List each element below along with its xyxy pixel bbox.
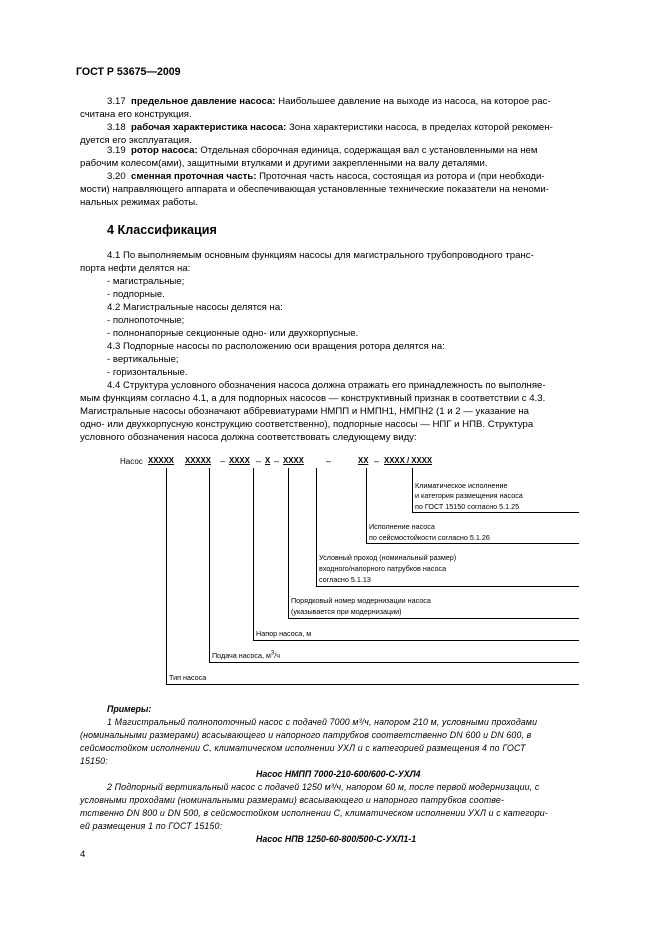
- connector-line: [166, 684, 579, 685]
- paragraph-4-4-cont: Магистральные насосы обозначают аббревиатурами НМПП и НМПН1, НМПН2 (1 и 2 — указание на: [80, 406, 529, 417]
- label-head: Напор насоса, м: [256, 629, 312, 638]
- connector-line: [288, 468, 289, 618]
- definition-line: 3.19 ротор насоса: Отдельная сборочная единица, содержащая вал с установленными на нем: [107, 145, 538, 156]
- connector-line: [209, 662, 579, 663]
- list-item: - горизонтальные.: [107, 367, 188, 378]
- page-number: 4: [80, 849, 86, 860]
- definition-line: нальных режимах работы.: [80, 197, 198, 208]
- example-2-code: Насос НПВ 1250-60-800/500-С-УХЛ1-1: [256, 834, 417, 844]
- section-title: 4 Классификация: [107, 223, 217, 237]
- paragraph-4-2: 4.2 Магистральные насосы делятся на:: [107, 302, 283, 313]
- label-modernization: (указывается при модернизации): [291, 607, 402, 616]
- example-1-code: Насос НМПП 7000-210-600/600-С-УХЛ4: [256, 769, 421, 779]
- label-dn: входного/напорного патрубков насоса: [319, 564, 447, 573]
- paragraph-4-3: 4.3 Подпорные насосы по расположению оси вращения ротора делятся на:: [107, 341, 445, 352]
- list-item: - магистральные;: [107, 276, 185, 287]
- connector-line: [412, 512, 579, 513]
- diagram-prefix: Насос: [120, 457, 143, 466]
- code-dash: –: [220, 456, 226, 466]
- list-item: - полнопоточные;: [107, 315, 185, 326]
- connector-line: [166, 468, 167, 684]
- connector-line: [366, 468, 367, 543]
- code-flow: XXXXX: [185, 456, 212, 465]
- definition-line: 3.20 сменная проточная часть: Проточная часть насоса, состоящая из ротора и (при необходи-: [107, 171, 545, 182]
- definition-line: мости) направляющего аппарата и обеспечивающая установленные технические показатели на неноми-: [80, 184, 549, 195]
- paragraph-4-4-cont: мым функциям согласно 4.1, а для подпорных насосов — конструктивный признак в соответствии с 4.3.: [80, 393, 546, 404]
- connector-line: [366, 543, 579, 544]
- document-header: ГОСТ Р 53675—2009: [76, 66, 181, 78]
- code-seismic: XX: [358, 456, 369, 465]
- label-seismic: по сейсмостойкости согласно 5.1.26: [369, 533, 490, 542]
- list-item: - вертикальные;: [107, 354, 179, 365]
- label-flow: Подача насоса, $м^3/ч$: [212, 650, 281, 660]
- code-climate: XXXX / XXXX: [384, 456, 433, 465]
- code-dash: –: [326, 456, 332, 466]
- code-type: XXXXX: [148, 456, 175, 465]
- connector-line: [209, 468, 210, 662]
- definition-line: дуется его эксплуатация.: [80, 135, 192, 146]
- code-dash: –: [274, 456, 280, 466]
- example-1-line: сейсмостойком исполнении С, климатическом исполнении УХЛ и с категорией размещения 4 по ГОСТ: [80, 743, 526, 753]
- paragraph-4-1: 4.1 По выполняемым основным функциям насосы для магистрального трубопроводного транс-: [107, 250, 534, 261]
- definition-line: считана его конструкция.: [80, 109, 192, 120]
- code-dash: –: [374, 456, 380, 466]
- label-climate: и категория размещения насоса: [415, 491, 523, 500]
- connector-line: [288, 618, 579, 619]
- paragraph-4-4-cont: условного обозначения насоса должна соответствовать следующему виду:: [80, 432, 417, 443]
- connector-line: [412, 468, 413, 512]
- code-modernization: X: [265, 456, 271, 465]
- label-climate: Климатическое исполнение: [415, 481, 508, 490]
- connector-line: [253, 640, 579, 641]
- list-item: - подпорные.: [107, 289, 165, 300]
- example-2-line: 2 Подпорный вертикальный насос с подачей 1250 м³/ч, напором 60 м, после первой модернизации, с: [107, 782, 540, 792]
- connector-line: [253, 468, 254, 640]
- example-2-line: тственно DN 800 и DN 500, в сейсмостойком исполнении С, климатическом исполнении УХЛ и с категори-: [80, 808, 548, 818]
- label-dn: согласно 5.1.13: [319, 575, 371, 584]
- definition-line: 3.18 рабочая характеристика насоса: Зона характеристики насоса, в пределах которой рекомен-: [107, 122, 553, 133]
- examples-title: Примеры:: [107, 704, 152, 714]
- connector-line: [316, 468, 317, 586]
- label-seismic: Исполнение насоса: [369, 522, 435, 531]
- example-1-line: (номинальными размерами) всасывающего и напорного патрубков соответственно DN 600 и DN 600, в: [80, 730, 532, 740]
- code-head: XXXX: [229, 456, 250, 465]
- label-modernization: Порядковый номер модернизации насоса: [291, 596, 431, 605]
- code-dn: XXXX: [283, 456, 304, 465]
- definition-line: рабочим колесом(ами), защитными втулками и другими закрепленными на валу деталями.: [80, 158, 488, 169]
- paragraph-4-4: 4.4 Структура условного обозначения насоса должна отражать его принадлежность по выполняе-: [107, 380, 546, 391]
- label-type: Тип насоса: [169, 673, 207, 682]
- example-1-line: 1 Магистральный полнопоточный насос с подачей 7000 м³/ч, напором 210 м, условными проходами: [107, 717, 538, 727]
- code-dash: –: [256, 456, 262, 466]
- definition-line: 3.17 предельное давление насоса: Наибольшее давление на выходе из насоса, на которое рас-: [107, 96, 551, 107]
- label-dn: Условный проход (номинальный размер): [319, 553, 457, 562]
- example-2-line: ей размещения 1 по ГОСТ 15150:: [80, 821, 223, 831]
- list-item: - полнонапорные секционные одно- или двухкорпусные.: [107, 328, 359, 339]
- example-1-line: 15150:: [80, 756, 108, 766]
- paragraph-4-1-cont: порта нефти делятся на:: [80, 263, 191, 274]
- example-2-line: условными проходами (номинальными размерами) всасывающего и напорного патрубков соотве-: [80, 795, 505, 805]
- paragraph-4-4-cont: одно- или двухкорпусную конструкцию соответственно), подпорные насосы — НПГ и НПВ. Структура: [80, 419, 534, 430]
- connector-line: [316, 586, 579, 587]
- label-climate: по ГОСТ 15150 согласно 5.1.25: [415, 502, 520, 511]
